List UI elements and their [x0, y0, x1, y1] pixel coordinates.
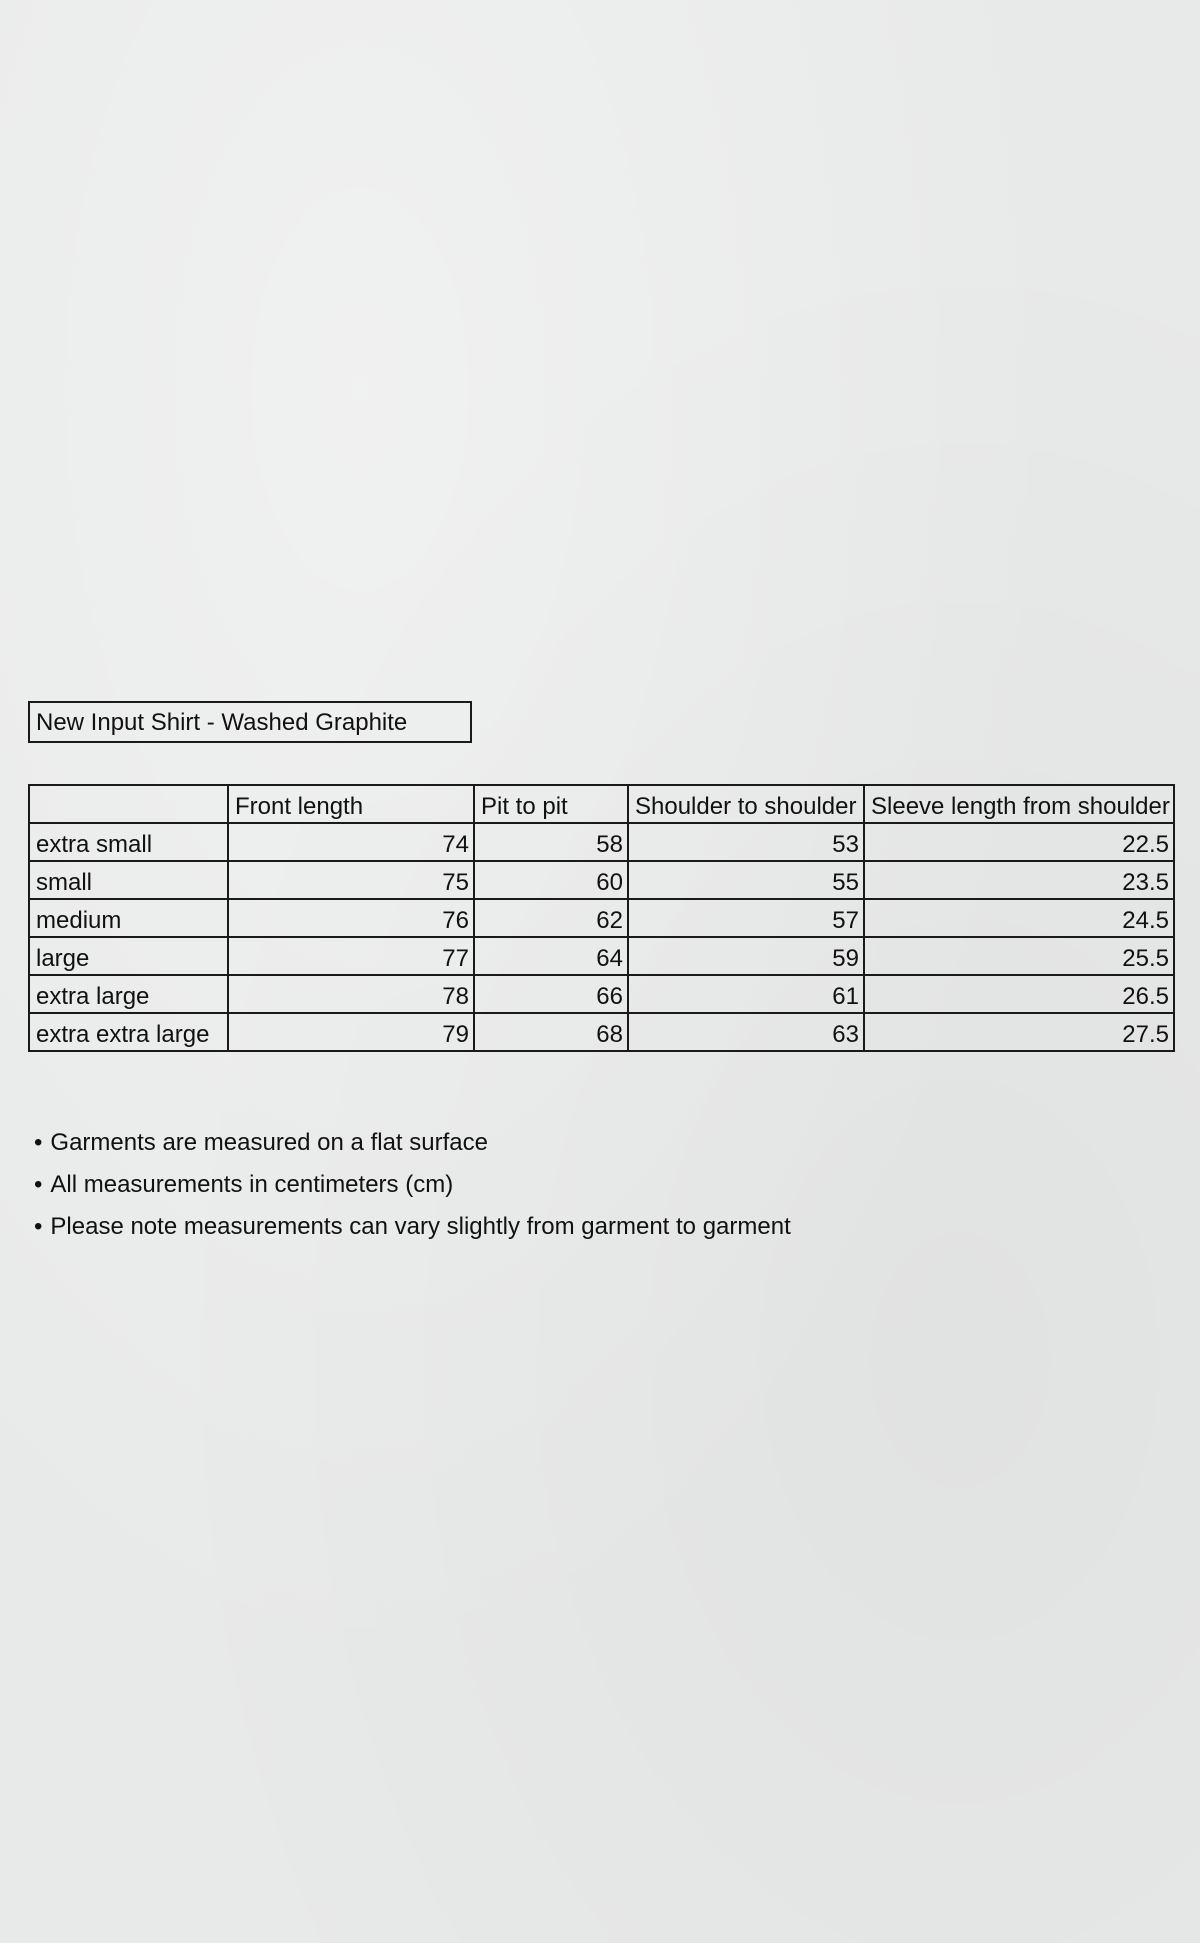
- cell-front-length: 76: [228, 899, 474, 937]
- header-cell-sleeve-length: Sleeve length from shoulder: [864, 785, 1174, 823]
- cell-sleeve-length: 23.5: [864, 861, 1174, 899]
- cell-shoulder-to-shoulder: 61: [628, 975, 864, 1013]
- cell-pit-to-pit: 58: [474, 823, 628, 861]
- cell-front-length: 74: [228, 823, 474, 861]
- row-size-label: large: [29, 937, 228, 975]
- table-row: [29, 1013, 1174, 1051]
- header-cell-size: [29, 785, 228, 823]
- cell-shoulder-to-shoulder: 63: [628, 1013, 864, 1051]
- cell-pit-to-pit: 62: [474, 899, 628, 937]
- size-chart-table: [28, 784, 1175, 1052]
- row-size-label: small: [29, 861, 228, 899]
- header-cell-pit-to-pit: Pit to pit: [474, 785, 628, 823]
- row-size-label: extra extra large: [29, 1013, 228, 1051]
- note-variation: • Please note measurements can vary slightly from garment to garment: [34, 1209, 791, 1251]
- cell-pit-to-pit: 60: [474, 861, 628, 899]
- header-cell-shoulder-to-shoulder: Shoulder to shoulder: [628, 785, 864, 823]
- cell-sleeve-length: 24.5: [864, 899, 1174, 937]
- table-row: [29, 975, 1174, 1013]
- cell-front-length: 79: [228, 1013, 474, 1051]
- cell-shoulder-to-shoulder: 53: [628, 823, 864, 861]
- cell-sleeve-length: 26.5: [864, 975, 1174, 1013]
- table-row: [29, 899, 1174, 937]
- row-size-label: medium: [29, 899, 228, 937]
- note-flat-surface: • Garments are measured on a flat surface: [34, 1125, 791, 1167]
- header-cell-front-length: Front length: [228, 785, 474, 823]
- note-units: • All measurements in centimeters (cm): [34, 1167, 791, 1209]
- cell-sleeve-length: 22.5: [864, 823, 1174, 861]
- table-row: [29, 937, 1174, 975]
- row-size-label: extra small: [29, 823, 228, 861]
- cell-sleeve-length: 25.5: [864, 937, 1174, 975]
- cell-pit-to-pit: 68: [474, 1013, 628, 1051]
- table-header-row: [29, 785, 1174, 823]
- cell-shoulder-to-shoulder: 59: [628, 937, 864, 975]
- cell-front-length: 78: [228, 975, 474, 1013]
- product-title: New Input Shirt - Washed Graphite: [28, 701, 472, 743]
- measurement-notes: [34, 1125, 791, 1251]
- cell-front-length: 75: [228, 861, 474, 899]
- cell-front-length: 77: [228, 937, 474, 975]
- cell-shoulder-to-shoulder: 55: [628, 861, 864, 899]
- cell-pit-to-pit: 64: [474, 937, 628, 975]
- table-row: [29, 861, 1174, 899]
- table-row: [29, 823, 1174, 861]
- cell-sleeve-length: 27.5: [864, 1013, 1174, 1051]
- row-size-label: extra large: [29, 975, 228, 1013]
- cell-shoulder-to-shoulder: 57: [628, 899, 864, 937]
- cell-pit-to-pit: 66: [474, 975, 628, 1013]
